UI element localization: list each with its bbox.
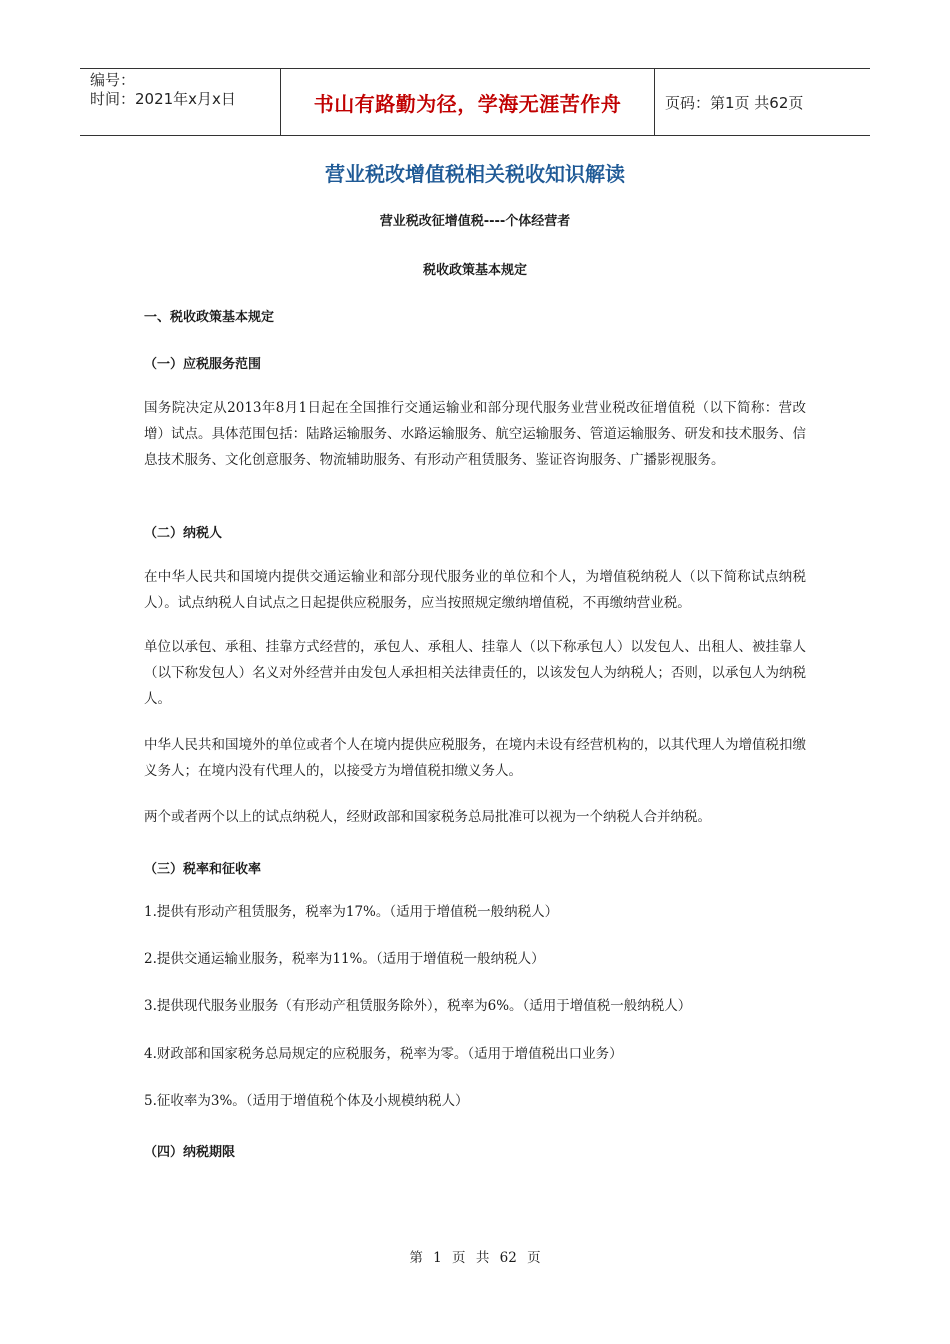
rate-item-3: 3.提供现代服务业服务（有形动产租赁服务除外），税率为6%。（适用于增值税一般纳税人） [144, 998, 692, 1014]
page-footer: 第 1 页 共 62 页 [409, 1250, 541, 1266]
subsection-2-heading: （二）纳税人 [144, 526, 223, 541]
subsection-3-heading: （三）税率和征收率 [144, 862, 262, 877]
document-subtitle: 营业税改征增值税----个体经营者 [379, 214, 571, 229]
paragraph-taxpayer-definition: 在中华人民共和国境内提供交通运输业和部分现代服务业的单位和个人，为增值税纳税人（以下简称试点纳税人）。试点纳税人自试点之日起提供应税服务，应当按照规定缴纳增值税，不再缴纳营业税。 [144, 569, 806, 611]
paragraph-overseas: 中华人民共和国境外的单位或者个人在境内提供应税服务，在境内未设有经营机构的，以其代理人为增值税扣缴义务人；在境内没有代理人的，以接受方为增值税扣缴义务人。 [144, 737, 806, 779]
subsection-4-heading: （四）纳税期限 [144, 1145, 236, 1160]
header-meta-cell [80, 69, 281, 135]
header-motto: 书山有路勤为径，学海无涯苦作舟 [281, 69, 655, 135]
header-table [80, 68, 870, 136]
document-subtitle-2: 税收政策基本规定 [422, 263, 527, 278]
rate-item-4: 4.财政部和国家税务总局规定的应税服务，税率为零。（适用于增值税出口业务） [144, 1046, 623, 1062]
doc-number-label: 编号： [90, 71, 136, 89]
rate-item-5: 5.征收率为3%。（适用于增值税个体及小规模纳税人） [144, 1093, 469, 1109]
document-title: 营业税改增值税相关税收知识解读 [325, 162, 625, 186]
rate-item-2: 2.提供交通运输业服务，税率为11%。（适用于增值税一般纳税人） [144, 951, 545, 967]
rate-item-1: 1.提供有形动产租赁服务，税率为17%。（适用于增值税一般纳税人） [144, 904, 559, 920]
header-page-info: 页码：第1页 共62页 [665, 93, 804, 112]
doc-date-label: 时间：2021年x月x日 [90, 90, 236, 108]
paragraph-consolidated: 两个或者两个以上的试点纳税人，经财政部和国家税务总局批准可以视为一个纳税人合并纳税。 [144, 809, 711, 825]
subsection-1-paragraph: 国务院决定从2013年8月1日起在全国推行交通运输业和部分现代服务业营业税改征增值税（以下简称：营改增）试点。具体范围包括：陆路运输服务、水路运输服务、航空运输服务、管道运输服务、研发和技术服务、信息技术服务、文化创意服务、物流辅助服务、有形动产租赁服务、鉴证咨询服务、广播影视服务。 [144, 400, 806, 468]
subsection-1-heading: （一）应税服务范围 [144, 357, 262, 372]
paragraph-contracting: 单位以承包、承租、挂靠方式经营的，承包人、承租人、挂靠人（以下称承包人）以发包人、出租人、被挂靠人（以下称发包人）名义对外经营并由发包人承担相关法律责任的，以该发包人为纳税人；否则，以承包人为纳税人。 [144, 639, 806, 707]
section-1-heading: 一、税收政策基本规定 [144, 310, 275, 325]
